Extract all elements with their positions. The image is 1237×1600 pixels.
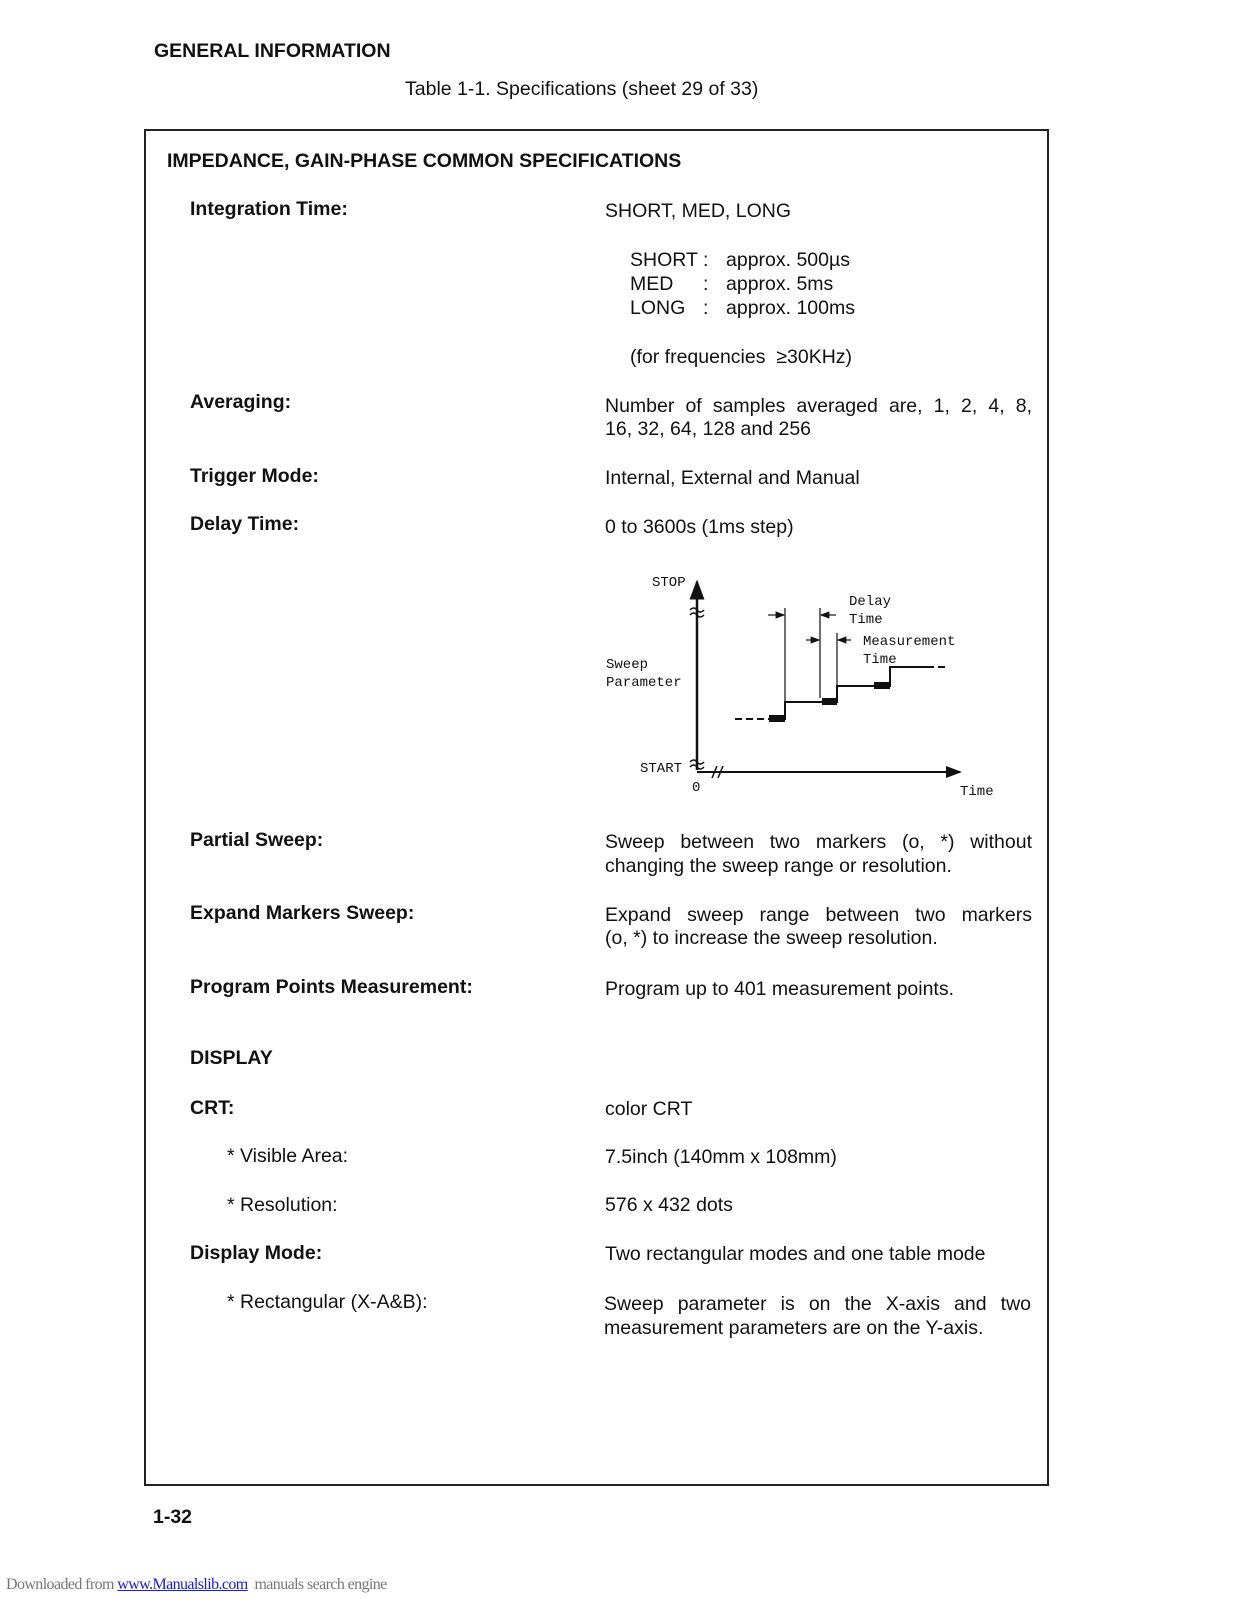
measurement-label-2: Time — [863, 652, 897, 668]
manualslib-link[interactable]: www.Manualslib.com — [117, 1576, 248, 1593]
sweep-label-1: Sweep — [606, 657, 649, 673]
expand-markers-line2: (o, *) to increase the sweep resolution. — [605, 927, 938, 949]
integration-label: Integration Time: — [190, 198, 348, 220]
partial-sweep-line2: changing the sweep range or resolution. — [605, 855, 952, 877]
measurement-block — [769, 715, 785, 722]
integration-note: (for frequencies ≥30KHz) — [630, 346, 853, 368]
footer-prefix: Downloaded from — [6, 1576, 118, 1593]
display-mode-value: Two rectangular modes and one table mode — [605, 1243, 986, 1265]
integration-med-name: MED — [630, 273, 674, 295]
partial-sweep-label: Partial Sweep: — [190, 829, 324, 851]
delay-label: Delay Time: — [190, 513, 300, 535]
sweep-step-dash — [735, 667, 947, 719]
crt-label: CRT: — [190, 1097, 235, 1119]
averaging-value-line2: 16, 32, 64, 128 and 256 — [605, 418, 812, 440]
section-title: IMPEDANCE, GAIN-PHASE COMMON SPECIFICATIONS — [167, 150, 682, 172]
measurement-label-1: Measurement — [863, 634, 956, 650]
rectangular-label: * Rectangular (X-A&B): — [227, 1291, 428, 1313]
program-points-label: Program Points Measurement: — [190, 976, 473, 998]
delay-label-1: Delay — [849, 594, 892, 610]
averaging-value-line1: Number of samples averaged are, 1, 2, 4, 8, — [605, 395, 1032, 417]
integration-value: SHORT, MED, LONG — [605, 200, 792, 222]
measurement-block — [874, 682, 890, 689]
delay-label-2: Time — [849, 612, 883, 628]
averaging-label: Averaging: — [190, 391, 292, 413]
display-mode-label: Display Mode: — [190, 1242, 323, 1264]
download-footer — [6, 1576, 387, 1594]
visible-area-value: 7.5inch (140mm x 108mm) — [605, 1146, 837, 1168]
program-points-value: Program up to 401 measurement points. — [605, 978, 955, 1000]
crt-value: color CRT — [605, 1098, 693, 1120]
partial-sweep-line1: Sweep between two markers (o, *) without — [605, 831, 1032, 853]
stop-label: STOP — [652, 575, 686, 591]
integration-long-value: approx. 100ms — [726, 297, 855, 319]
integration-med-value: approx. 5ms — [726, 273, 834, 295]
expand-markers-line1: Expand sweep range between two markers — [605, 904, 1032, 926]
display-heading: DISPLAY — [190, 1047, 273, 1069]
resolution-value: 576 x 432 dots — [605, 1194, 733, 1216]
trigger-value: Internal, External and Manual — [605, 467, 860, 489]
delay-value: 0 to 3600s (1ms step) — [605, 516, 794, 538]
rectangular-line2: measurement parameters are on the Y-axis. — [604, 1317, 984, 1339]
page-number: 1-32 — [153, 1506, 193, 1528]
integration-short-name: SHORT — [630, 249, 698, 271]
separator: : — [703, 297, 709, 319]
trigger-label: Trigger Mode: — [190, 465, 319, 487]
resolution-label: * Resolution: — [227, 1194, 338, 1216]
sweep-label-2: Parameter — [606, 675, 682, 691]
integration-long-name: LONG — [630, 297, 686, 319]
visible-area-label: * Visible Area: — [227, 1145, 349, 1167]
rectangular-line1: Sweep parameter is on the X-axis and two — [604, 1293, 1031, 1315]
origin-label: 0 — [692, 780, 701, 796]
table-caption: Table 1-1. Specifications (sheet 29 of 33) — [405, 78, 759, 100]
start-label: START — [640, 761, 683, 777]
integration-short-value: approx. 500µs — [726, 249, 850, 271]
expand-markers-label: Expand Markers Sweep: — [190, 902, 415, 924]
separator: : — [703, 249, 709, 271]
time-axis-label: Time — [960, 784, 994, 800]
sweep-step-line — [768, 667, 927, 719]
footer-suffix: manuals search engine — [247, 1576, 387, 1593]
measurement-block — [822, 698, 837, 705]
separator: : — [703, 273, 709, 295]
section-header: GENERAL INFORMATION — [154, 40, 391, 62]
